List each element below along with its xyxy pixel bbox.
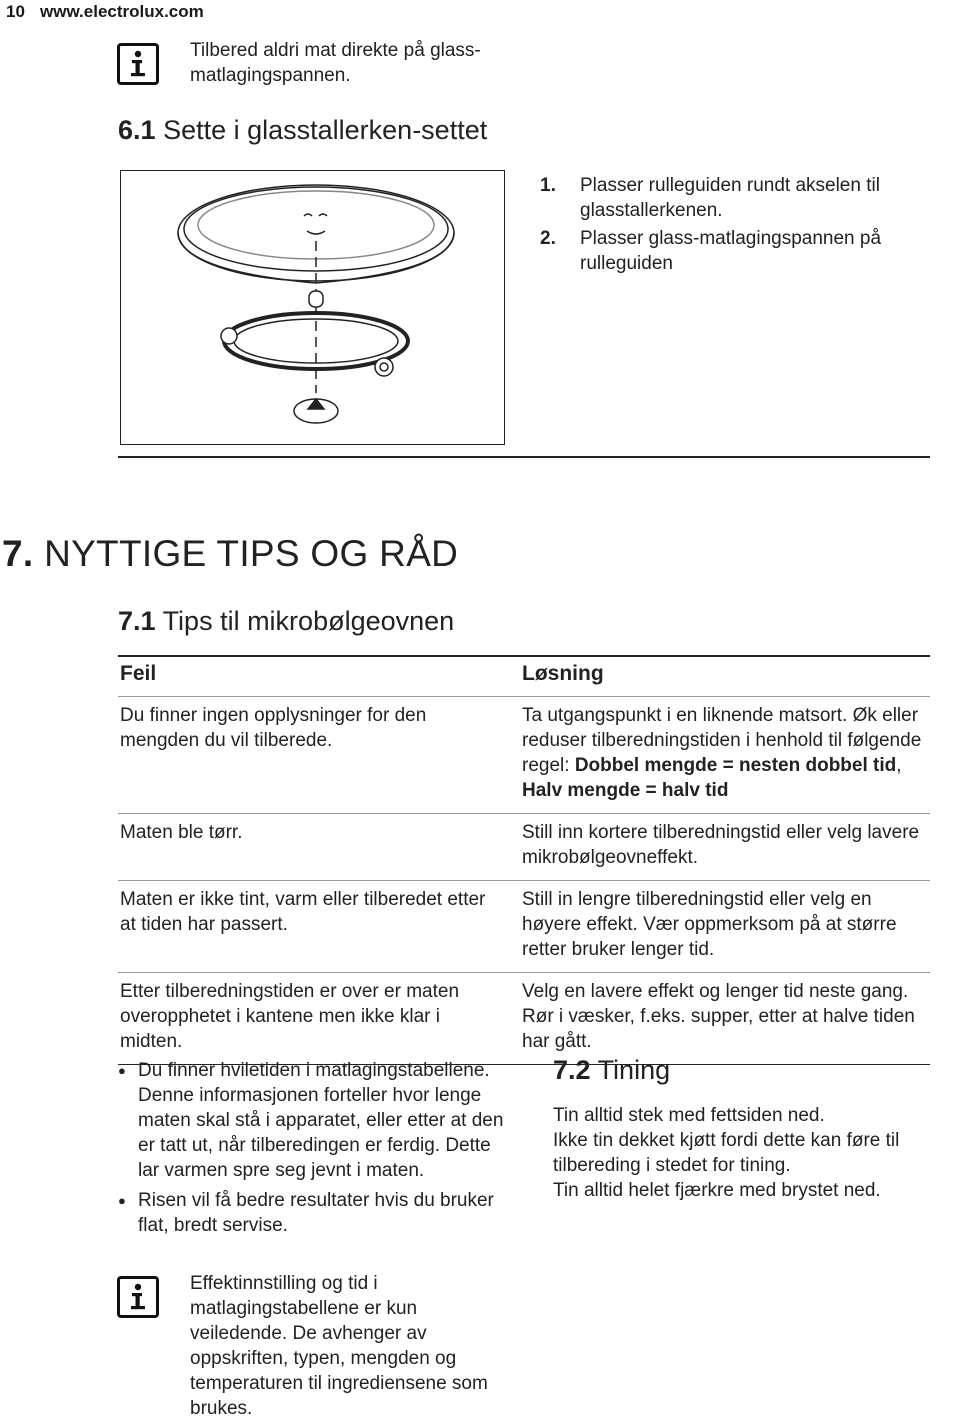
note-bottom-text: Effektinnstilling og tid i matlagingstabellene er kun veiledende. De avhenger av oppskriften, typen, mengden og temperaturen til ingrediensene som brukes. (190, 1273, 488, 1419)
table-row (118, 973, 930, 1065)
table-row (118, 697, 930, 814)
section-6-1-title: Sette i glasstallerken-settet (163, 115, 488, 145)
table-row (118, 881, 930, 973)
tining-tips (553, 1103, 953, 1203)
section-7-title: NYTTIGE TIPS OG RÅD (44, 533, 459, 574)
turntable-figure (120, 170, 505, 445)
bullet-text: Du finner hviletiden i matlagingstabellene. Denne informasjonen forteller hvor lenge maten skal stå i apparatet, eller etter at den er tatt ut, når tilberedingen er ferdig. Dette lar varmen spre seg jevnt i maten. (138, 1060, 504, 1181)
section-6-1-number: 6.1 (118, 115, 156, 145)
info-icon (117, 1276, 159, 1318)
step-text: Plasser rulleguiden rundt akselen til glasstallerkenen. (580, 175, 880, 221)
tining-line: Tin alltid helet fjærkre med brystet ned. (553, 1180, 881, 1201)
table-header-problem: Feil (118, 656, 520, 697)
tining-line: Tin alltid stek med fettsiden ned. (553, 1105, 825, 1126)
section-6-1-heading (118, 115, 487, 146)
tips-table (118, 655, 930, 1065)
solution-separator: , (896, 755, 902, 776)
tips-bullet-list (118, 1058, 513, 1243)
step-text: Plasser glass-matlagingspannen på rulleguiden (580, 228, 882, 274)
step-item (540, 173, 940, 223)
page-number: 10 (6, 2, 25, 21)
section-divider (118, 456, 930, 458)
table-cell-problem: Maten er ikke tint, varm eller tilberedet etter at tiden har passert. (118, 881, 520, 973)
table-cell-problem: Maten ble tørr. (118, 814, 520, 881)
list-item (118, 1188, 513, 1238)
bullet-icon: ● (118, 1193, 126, 1208)
tining-line: Ikke tin dekket kjøtt fordi dette kan føre til tilbereding i stedet for tining. (553, 1130, 900, 1176)
section-7-2-heading (553, 1055, 670, 1086)
table-cell-solution: Still inn kortere tilberedningstid eller velg lavere mikrobølgeovneffekt. (520, 814, 930, 881)
table-header-solution: Løsning (520, 656, 930, 697)
solution-rule-bold: Halv mengde = halv tid (522, 780, 729, 801)
table-header-row (118, 656, 930, 697)
section-7-2-title: Tining (597, 1055, 671, 1085)
table-cell-solution: Velg en lavere effekt og lenger tid neste gang. Rør i væsker, f.eks. supper, etter at halve tiden har gått. (520, 973, 930, 1065)
table-row (118, 814, 930, 881)
section-7-2-number: 7.2 (553, 1055, 591, 1085)
step-number: 1. (540, 175, 556, 196)
section-7-1-heading (118, 606, 454, 637)
section-7-heading (2, 533, 458, 575)
install-steps (540, 173, 940, 279)
solution-text: Ta utgangspunkt i en liknende matsort. Øk eller reduser tilberedningstiden i henhold til følgende regel: (522, 705, 922, 776)
note-top-text: Tilbered aldri mat direkte på glass-matlagingspannen. (190, 40, 481, 86)
section-7-1-title: Tips til mikrobølgeovnen (162, 606, 455, 636)
table-cell-solution: Still in lengre tilberedningstid eller velg en høyere effekt. Vær oppmerksom på at større retter bruker lenger tid. (520, 881, 930, 973)
bullet-text: Risen vil få bedre resultater hvis du bruker flat, bredt servise. (138, 1190, 494, 1236)
solution-rule-bold: Dobbel mengde = nesten dobbel tid (574, 755, 897, 776)
bullet-icon: ● (118, 1063, 126, 1078)
site-url: www.electrolux.com (40, 2, 204, 21)
step-item (540, 226, 940, 276)
table-cell-problem: Etter tilberedningstiden er over er maten overopphetet i kantene men ikke klar i midten. (118, 973, 520, 1065)
section-7-number: 7. (2, 533, 34, 574)
table-cell-solution (520, 697, 930, 814)
section-7-1-number: 7.1 (118, 606, 156, 636)
table-cell-problem: Du finner ingen opplysninger for den mengden du vil tilberede. (118, 697, 520, 814)
list-item (118, 1058, 513, 1183)
step-number: 2. (540, 228, 556, 249)
turntable-illustration (121, 171, 503, 443)
info-icon (117, 43, 159, 85)
